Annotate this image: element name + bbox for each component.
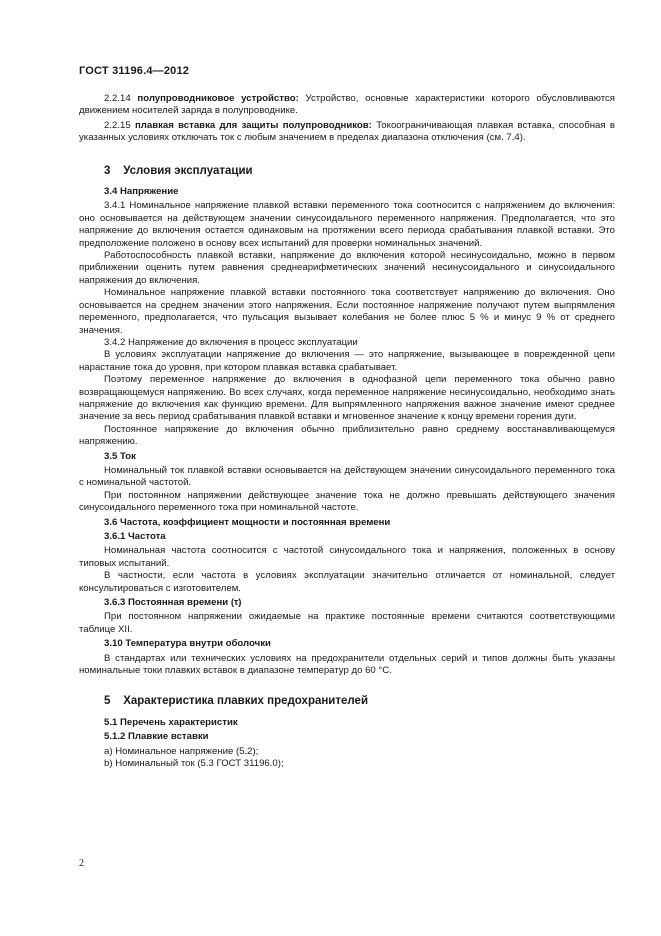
paragraph: В условиях эксплуатации напряжение до включения — это напряжение, вызывающее в поврежденной цепи нарастание тока до уровня, при котором плавкая вставка срабатывает. [79, 349, 615, 373]
paragraph: 3.4.1 Номинальное напряжение плавкой вставки переменного тока соотносится с напряжением до включения: оно основывается на действующем значении синусоидального переменного напряжения. Предполагается, что это напряжение до включения остается одинаковым на протяжении всего периода срабатывания плавкой вставки. Это предположение положено в основу всех испытаний для проверки номинальных значений. [79, 200, 615, 249]
definition: Токоограничивающая плавкая вставка, способная в указанных условиях отключать ток с любым значением в пределах диапазона отключения (см. 7.4). [79, 119, 615, 144]
term: плавкая вставка для защиты полупроводников: [134, 119, 372, 131]
paragraph: Постоянное напряжение до включения обычно приблизительно равно среднему восстанавливающемуся напряжению. [79, 423, 615, 448]
paragraph: Работоспособность плавкой вставки, напряжение до включения которой несинусоидально, можно в первом приближении оценить путем равнения среднеарифметических значений несинусоидального и синусоидального напряжения до включения. [79, 250, 615, 286]
paragraph: Номинальная частота соотносится с частотой синусоидального тока и напряжения, положенных в основу типовых испытаний. [79, 545, 615, 569]
section-3-heading [104, 165, 615, 177]
paragraph: Номинальное напряжение плавкой вставки постоянного тока соответствует напряжению до включения. Оно основывается на среднем значении этого напряжения. Если постоянное напряжение получают путем выпрямления переменного, предполагается, что пульсация вызывает колебания не более плюс 5 % и минус 9 % от среднего значения. [79, 287, 615, 336]
subsection-3-5-heading: 3.5 Ток [104, 450, 136, 462]
clause-2-2-15 [79, 120, 615, 145]
subsection-3-6-1-heading: 3.6.1 Частота [104, 531, 166, 542]
clause-2-2-14 [79, 93, 615, 118]
clause-number: 2.2.14 [104, 93, 131, 104]
section-number: 3 [104, 164, 111, 177]
subsection-5-1-heading: 5.1 Перечень характеристик [104, 716, 238, 728]
subsection-3-6-3-heading: 3.6.3 Постоянная времени (τ) [104, 597, 242, 609]
term: полупроводниковое устройство: [137, 93, 299, 104]
subsection-5-1-2-heading: 5.1.2 Плавкие вставки [104, 731, 209, 743]
paragraph: При постоянном напряжении действующее значение тока не должно превышать действующего значения синусоидального переменного тока при номинальной частоте. [79, 489, 615, 514]
definition: Устройство, основные характеристики которого обусловливаются движением носителей заряда в полупроводнике. [79, 93, 615, 117]
subsection-3-4-2-heading: 3.4.2 Напряжение до включения в процесс эксплуатации [104, 336, 358, 348]
paragraph: Номинальный ток плавкой вставки основывается на действующем значении синусоидального переменного тока с номинальной частотой. [79, 464, 615, 489]
list-item: b) Номинальный ток (5.3 ГОСТ 31196.0); [104, 758, 284, 770]
paragraph: Поэтому переменное напряжение до включения в однофазной цепи переменного тока обычно равно возвращающемуся напряжению. Во всех случаях, когда переменное напряжение несинусоидально, необходимо знать напряжение до включения как функцию времени. Для выпрямленного напряжения важное значение имеют среднее значение за весь период срабатывания плавкой вставки и мгновенное значение к концу времени горения дуги. [79, 374, 615, 423]
paragraph: При постоянном напряжении ожидаемые на практике постоянные времени считаются соответствующими таблице XII. [79, 611, 615, 635]
subsection-3-10-heading: 3.10 Температура внутри оболочки [104, 638, 271, 650]
paragraph: В частности, если частота в условиях эксплуатации значительно отличается от номинальной, следует консультироваться с изготовителем. [79, 570, 615, 594]
section-5-heading [104, 695, 615, 707]
section-title: Условия эксплуатации [123, 164, 253, 177]
paragraph: В стандартах или технических условиях на предохранители отдельных серий и типов должны быть указаны номинальные токи плавких вставок в диапазоне температур до 60 °С. [79, 652, 615, 677]
document-header: ГОСТ 31196.4—2012 [79, 65, 190, 77]
clause-number: 2.2.15 [104, 119, 131, 131]
document-body [79, 93, 615, 771]
list-item: a) Номинальное напряжение (5.2); [104, 745, 259, 757]
page-number: 2 [79, 858, 84, 869]
subsection-3-4-heading: 3.4 Напряжение [104, 186, 179, 198]
subsection-3-6-heading: 3.6 Частота, коэффициент мощности и постоянная времени [104, 516, 391, 528]
section-title: Характеристика плавких предохранителей [123, 695, 369, 708]
section-number: 5 [104, 695, 111, 708]
